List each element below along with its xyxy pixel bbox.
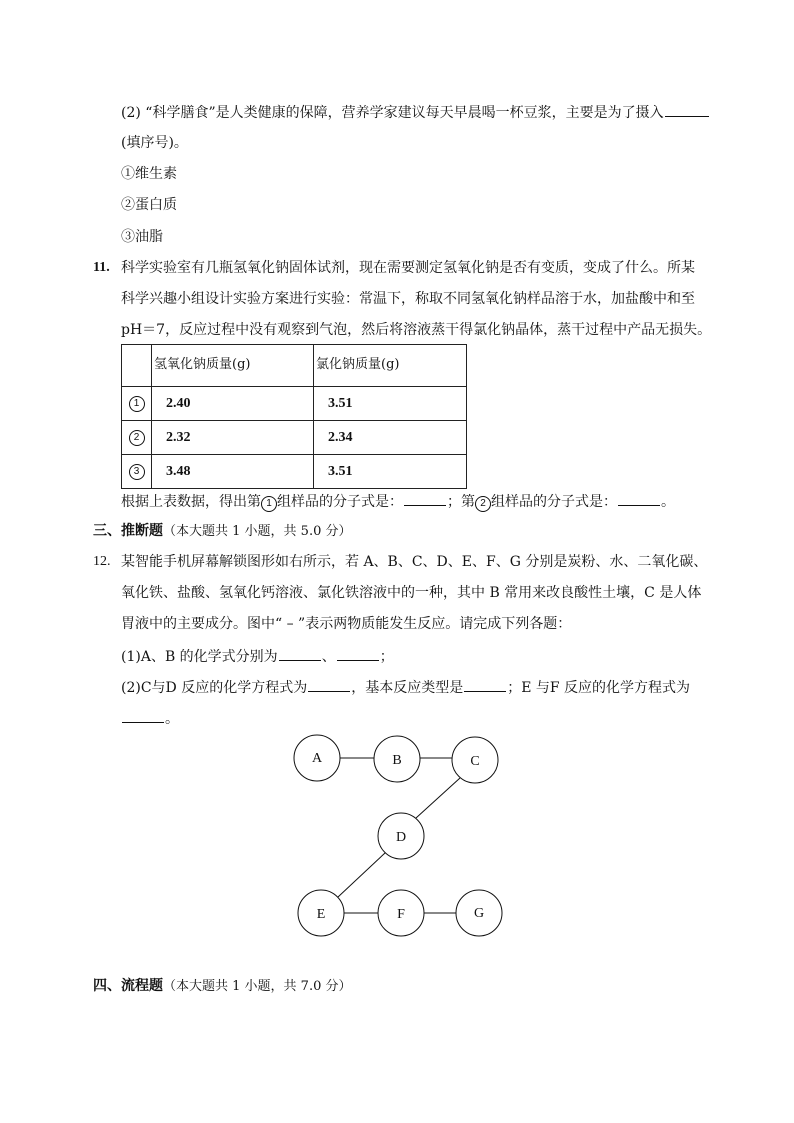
nacl-mass-cell: 3.51 — [314, 455, 467, 489]
conclusion-text: 根据上表数据，得出第 — [121, 494, 261, 510]
q11-number: 11. — [93, 260, 110, 275]
node-c-label: C — [470, 754, 480, 769]
q12-line2: 氧化铁、盐酸、氢氧化钙溶液、氯化铁溶液中的一种，其中 B 常用来改良酸性土壤，C 是人体 — [121, 585, 702, 601]
conclusion-text: 。 — [661, 494, 675, 510]
sub-question-text: ，基本反应类型是 — [351, 680, 464, 696]
node-b-label: B — [392, 753, 402, 768]
sub-question-text: 、 — [321, 649, 336, 665]
q10-option-1: ①维生素 — [121, 166, 177, 182]
section-title: 三、推断题 — [93, 523, 163, 539]
q12-line3: 胃液中的主要成分。图中“ – ”表示两物质能发生反应。请完成下列各题： — [121, 616, 572, 632]
section-title: 四、流程题 — [93, 978, 163, 994]
edge-d-e — [338, 853, 385, 897]
q10-line1-text: (2) “科学膳食”是人类健康的保障，营养学家建议每天早晨喝一杯豆浆，主要是为了摄入 — [121, 105, 664, 121]
q12-line1: 某智能手机屏幕解锁图形如右所示，若 A、B、C、D、E、F、G 分别是炭粉、水、二氧化碳、 — [121, 554, 708, 570]
row-index: 1 — [129, 396, 145, 412]
table-header-naoh: 氢氧化钠质量(g) — [152, 345, 314, 387]
conclusion-text: 组样品的分子式是： — [277, 494, 403, 510]
naoh-mass-cell: 2.40 — [152, 387, 314, 421]
conclusion-text: ；第 — [447, 494, 475, 510]
sub-question-text: ；E 与F 反应的化学方程式为 — [507, 680, 691, 696]
q11-line2: 科学兴趣小组设计实验方案进行实验：常温下，称取不同氢氧化钠样品溶于水，加盐酸中和至 — [121, 291, 695, 307]
node-a-label: A — [311, 751, 323, 766]
node-g-label: G — [473, 906, 485, 921]
edge-c-d — [416, 778, 460, 818]
q10-line2: (填序号)。 — [121, 135, 188, 151]
q10-option-3: ③油脂 — [121, 229, 163, 245]
group-index: 1 — [261, 496, 277, 512]
q12-number: 12. — [93, 554, 111, 569]
nacl-mass-cell: 2.34 — [314, 421, 467, 455]
section-4-heading — [93, 976, 351, 997]
sub-question-text: (1)A、B 的化学式分别为 — [121, 649, 278, 665]
nacl-mass-cell: 3.51 — [314, 387, 467, 421]
table-header-nacl: 氯化钠质量(g) — [314, 345, 467, 387]
row-index: 3 — [129, 464, 145, 480]
sub-question-text: 。 — [165, 711, 179, 727]
q11-line1: 科学实验室有几瓶氢氧化钠固体试剂，现在需要测定氢氧化钠是否有变质，变成了什么。所某 — [121, 260, 695, 276]
naoh-mass-cell: 2.32 — [152, 421, 314, 455]
conclusion-text: 组样品的分子式是： — [491, 494, 617, 510]
section-note: （本大题共 1 小题，共 5.0 分） — [163, 524, 352, 539]
sub-question-text: ； — [379, 649, 394, 665]
row-index: 2 — [129, 430, 145, 446]
group-index: 2 — [475, 496, 491, 512]
node-e-label: E — [316, 907, 326, 922]
node-f-label: F — [397, 907, 405, 922]
node-d-label: D — [395, 830, 407, 845]
sub-question-text: (2)C与D 反应的化学方程式为 — [121, 680, 308, 696]
naoh-mass-cell: 3.48 — [152, 455, 314, 489]
section-note: （本大题共 1 小题，共 7.0 分） — [163, 979, 352, 994]
q10-option-2: ②蛋白质 — [121, 197, 177, 213]
q11-line3: pH＝7，反应过程中没有观察到气泡，然后将溶液蒸干得氯化钠晶体，蒸干过程中产品无损失。 — [121, 322, 712, 338]
